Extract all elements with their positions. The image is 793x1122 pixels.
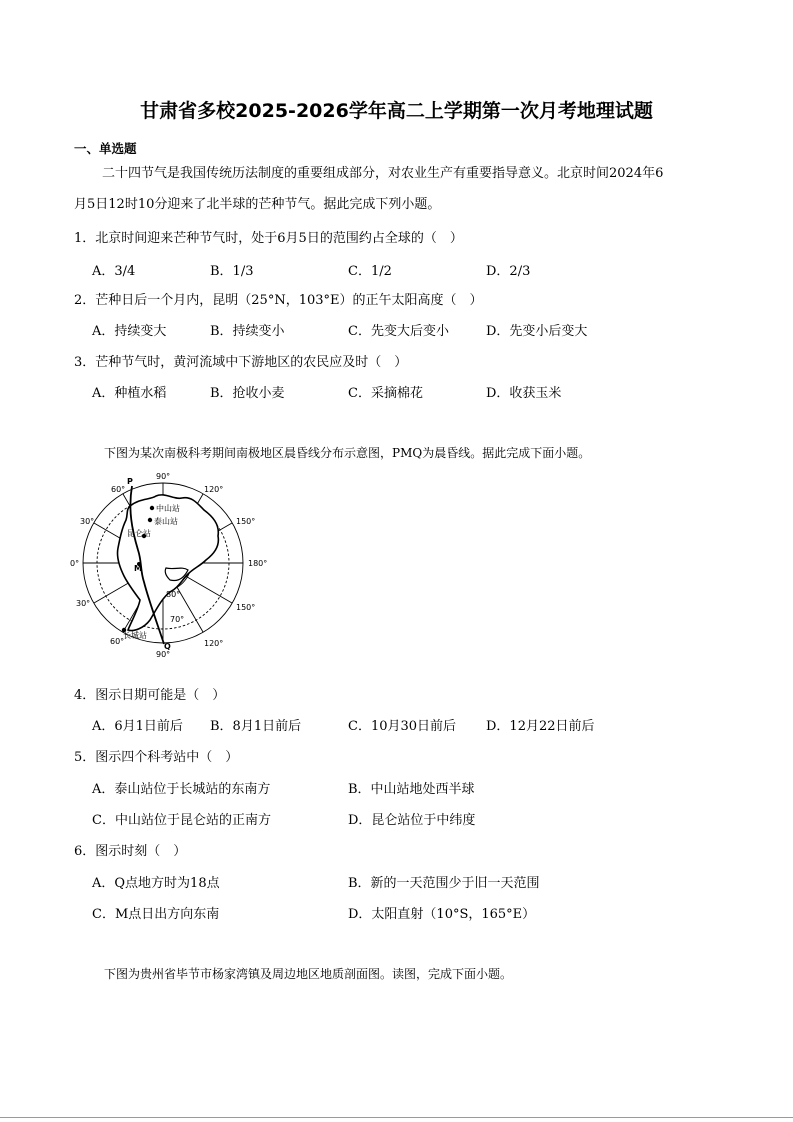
- antarctica-outline: [117, 495, 218, 631]
- label-150-br: 150°: [236, 603, 256, 612]
- label-180: 180°: [248, 559, 268, 568]
- label-changcheng-station: 长城站: [123, 631, 147, 640]
- label-60-tl: 60°: [111, 485, 126, 494]
- option-b[interactable]: B．持续变小: [210, 324, 285, 339]
- question-5-stem: 5．图示四个科考站中（ ）: [74, 750, 239, 765]
- option-d[interactable]: D．12月22日前后: [486, 719, 595, 734]
- section-heading: 一、单选题: [74, 141, 137, 156]
- label-90-top: 90°: [156, 472, 171, 481]
- option-c[interactable]: C．采摘棉花: [348, 386, 423, 401]
- question-1-stem: 1．北京时间迎来芒种节气时，处于6月5日的范围约占全球的（ ）: [74, 231, 463, 246]
- option-c[interactable]: C．1/2: [348, 264, 392, 279]
- option-d[interactable]: D．昆仑站位于中纬度: [348, 813, 476, 828]
- label-30-bl: 30°: [76, 599, 91, 608]
- label-90-bottom: 90°: [156, 650, 171, 659]
- option-c[interactable]: C．10月30日前后: [348, 719, 457, 734]
- question-4-stem: 4．图示日期可能是（ ）: [74, 688, 226, 703]
- label-120-br: 120°: [204, 639, 224, 648]
- option-b[interactable]: B．8月1日前后: [210, 719, 302, 734]
- option-c[interactable]: C．先变大后变小: [348, 324, 449, 339]
- question-2-stem: 2．芒种日后一个月内，昆明（25°N，103°E）的正午太阳高度（ ）: [74, 293, 483, 308]
- option-d[interactable]: D．2/3: [486, 264, 531, 279]
- label-150-tr: 150°: [236, 517, 256, 526]
- label-p: P: [127, 477, 133, 486]
- option-a[interactable]: A．种植水稻: [92, 386, 167, 401]
- label-30-tl: 30°: [80, 517, 95, 526]
- page-title: 甘肃省多校2025-2026学年高二上学期第一次月考地理试题: [140, 100, 653, 122]
- label-zhongshan-station: 中山站: [156, 504, 180, 513]
- label-60-bl: 60°: [110, 637, 125, 646]
- page-bottom-rule: [0, 1117, 793, 1118]
- option-b[interactable]: B．中山站地处西半球: [348, 782, 475, 797]
- label-120-tr: 120°: [204, 485, 224, 494]
- option-c[interactable]: C．M点日出方向东南: [92, 907, 220, 922]
- option-a[interactable]: A．Q点地方时为18点: [92, 876, 220, 891]
- passage-3: 下图为贵州省毕节市杨家湾镇及周边地区地质剖面图。读图，完成下面小题。: [104, 967, 513, 981]
- passage-1-line-2: 月5日12时10分迎来了北半球的芒种节气。据此完成下列小题。: [74, 197, 441, 212]
- label-80-lat: 80°: [166, 590, 181, 599]
- label-m: M: [134, 564, 142, 573]
- passage-1-line-1: 二十四节气是我国传统历法制度的重要组成部分，对农业生产有重要指导意义。北京时间2024年6: [102, 166, 664, 181]
- option-d[interactable]: D．收获玉米: [486, 386, 562, 401]
- option-b[interactable]: B．1/3: [210, 264, 254, 279]
- passage-1: [74, 158, 722, 220]
- option-a[interactable]: A．泰山站位于长城站的东南方: [92, 782, 271, 797]
- label-kunlun-station: 昆仑站: [127, 529, 151, 538]
- option-a[interactable]: A．持续变大: [92, 324, 167, 339]
- passage-2: 下图为某次南极科考期间南极地区晨昏线分布示意图，PMQ为晨昏线。据此完成下面小题。: [104, 446, 591, 460]
- option-a[interactable]: A．6月1日前后: [92, 719, 183, 734]
- label-taishan-station: 泰山站: [154, 517, 178, 526]
- question-6-stem: 6．图示时刻（ ）: [74, 844, 187, 859]
- label-70-lat: 70°: [170, 615, 185, 624]
- zhongshan-station-dot: [150, 506, 154, 510]
- label-q: Q: [164, 642, 171, 651]
- label-0: 0°: [70, 559, 80, 568]
- option-b[interactable]: B．新的一天范围少于旧一天范围: [348, 876, 540, 891]
- question-3-stem: 3．芒种节气时，黄河流域中下游地区的农民应及时（ ）: [74, 355, 408, 370]
- option-a[interactable]: A．3/4: [92, 264, 136, 279]
- antarctic-terminator-map: [70, 470, 270, 660]
- option-d[interactable]: D．先变小后变大: [486, 324, 588, 339]
- option-c[interactable]: C．中山站位于昆仑站的正南方: [92, 813, 271, 828]
- taishan-station-dot: [148, 518, 152, 522]
- option-d[interactable]: D．太阳直射（10°S，165°E）: [348, 907, 536, 922]
- option-b[interactable]: B．抢收小麦: [210, 386, 285, 401]
